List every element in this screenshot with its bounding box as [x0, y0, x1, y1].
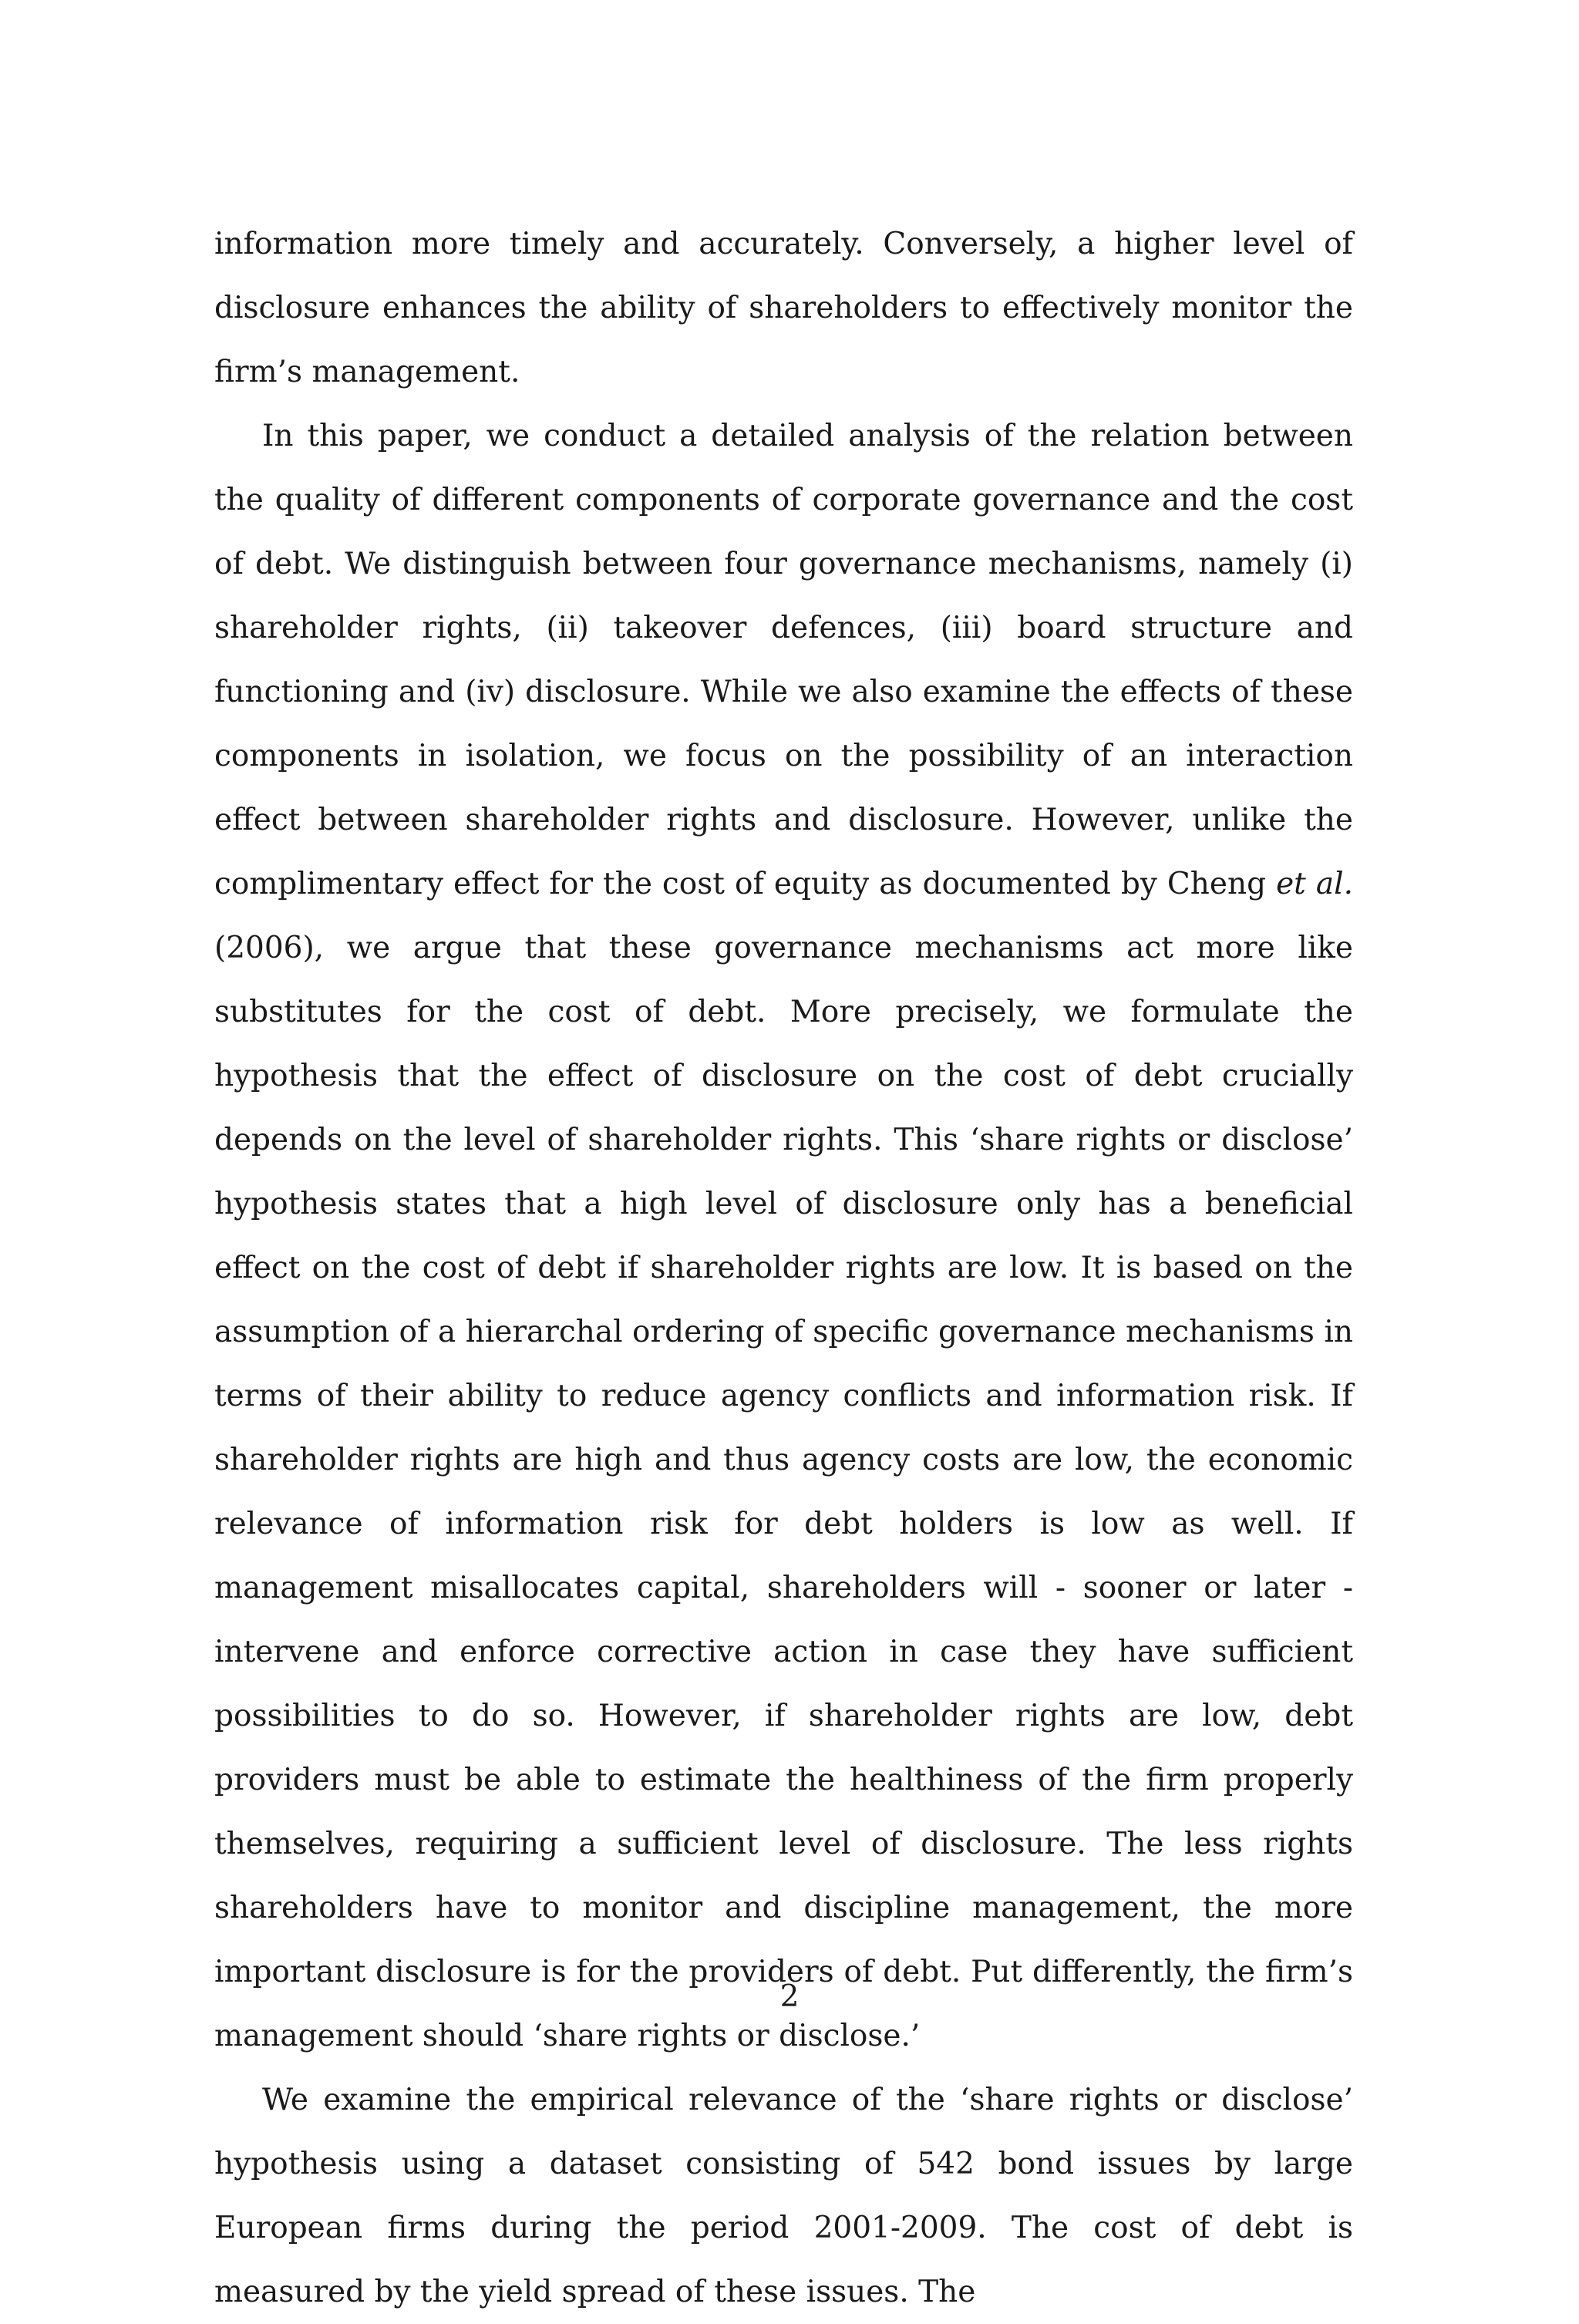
paragraph-2: [214, 404, 1353, 2068]
paragraph-2-part-2: (2006), we argue that these governance mechanisms act more like substitutes for the cost of debt. More precisely, we formulate the hypothesis that the effect of disclosure on the cost of debt crucially depends on the level of shareholder rights. This ‘share rights or disclose’ hypothesis states that a high level of disclosure only has a beneficial effect on the cost of debt if shareholder rights are low. It is based on the assumption of a hierarchal ordering of specific governance mechanisms in terms of their ability to reduce agency conflicts and information risk. If shareholder rights are high and thus agency costs are low, the economic relevance of information risk for debt holders is low as well. If management misallocates capital, shareholders will - sooner or later - intervene and enforce corrective action in case they have sufficient possibilities to do so. However, if shareholder rights are low, debt providers must be able to estimate the healthiness of the firm properly themselves, requiring a sufficient level of disclosure. The less rights shareholders have to monitor and discipline management, the more important disclosure is for the providers of debt. Put differently, the firm’s management should ‘share rights or disclose.’: [214, 931, 1353, 2053]
page-number: 2: [779, 1979, 800, 2014]
paragraph-1: information more timely and accurately. Conversely, a higher level of disclosure enhances the ability of shareholders to effectively monitor the firm’s management.: [214, 227, 1353, 389]
paragraph-3: We examine the empirical relevance of the ‘share rights or disclose’ hypothesis using a dataset consisting of 542 bond issues by large European firms during the period 2001-2009. The cost of debt is measured by the yield spread of these issues. The: [214, 2083, 1353, 2309]
paragraph-2-part-1: In this paper, we conduct a detailed analysis of the relation between the quality of different components of corporate governance and the cost of debt. We distinguish between four governance mechanisms, namely (i) shareholder rights, (ii) takeover defences, (iii) board structure and functioning and (iv) disclosure. While we also examine the effects of these components in isolation, we focus on the possibility of an interaction effect between shareholder rights and disclosure. However, unlike the complimentary effect for the cost of equity as documented by Cheng: [214, 419, 1353, 901]
citation-et-al: et al.: [1276, 867, 1353, 901]
